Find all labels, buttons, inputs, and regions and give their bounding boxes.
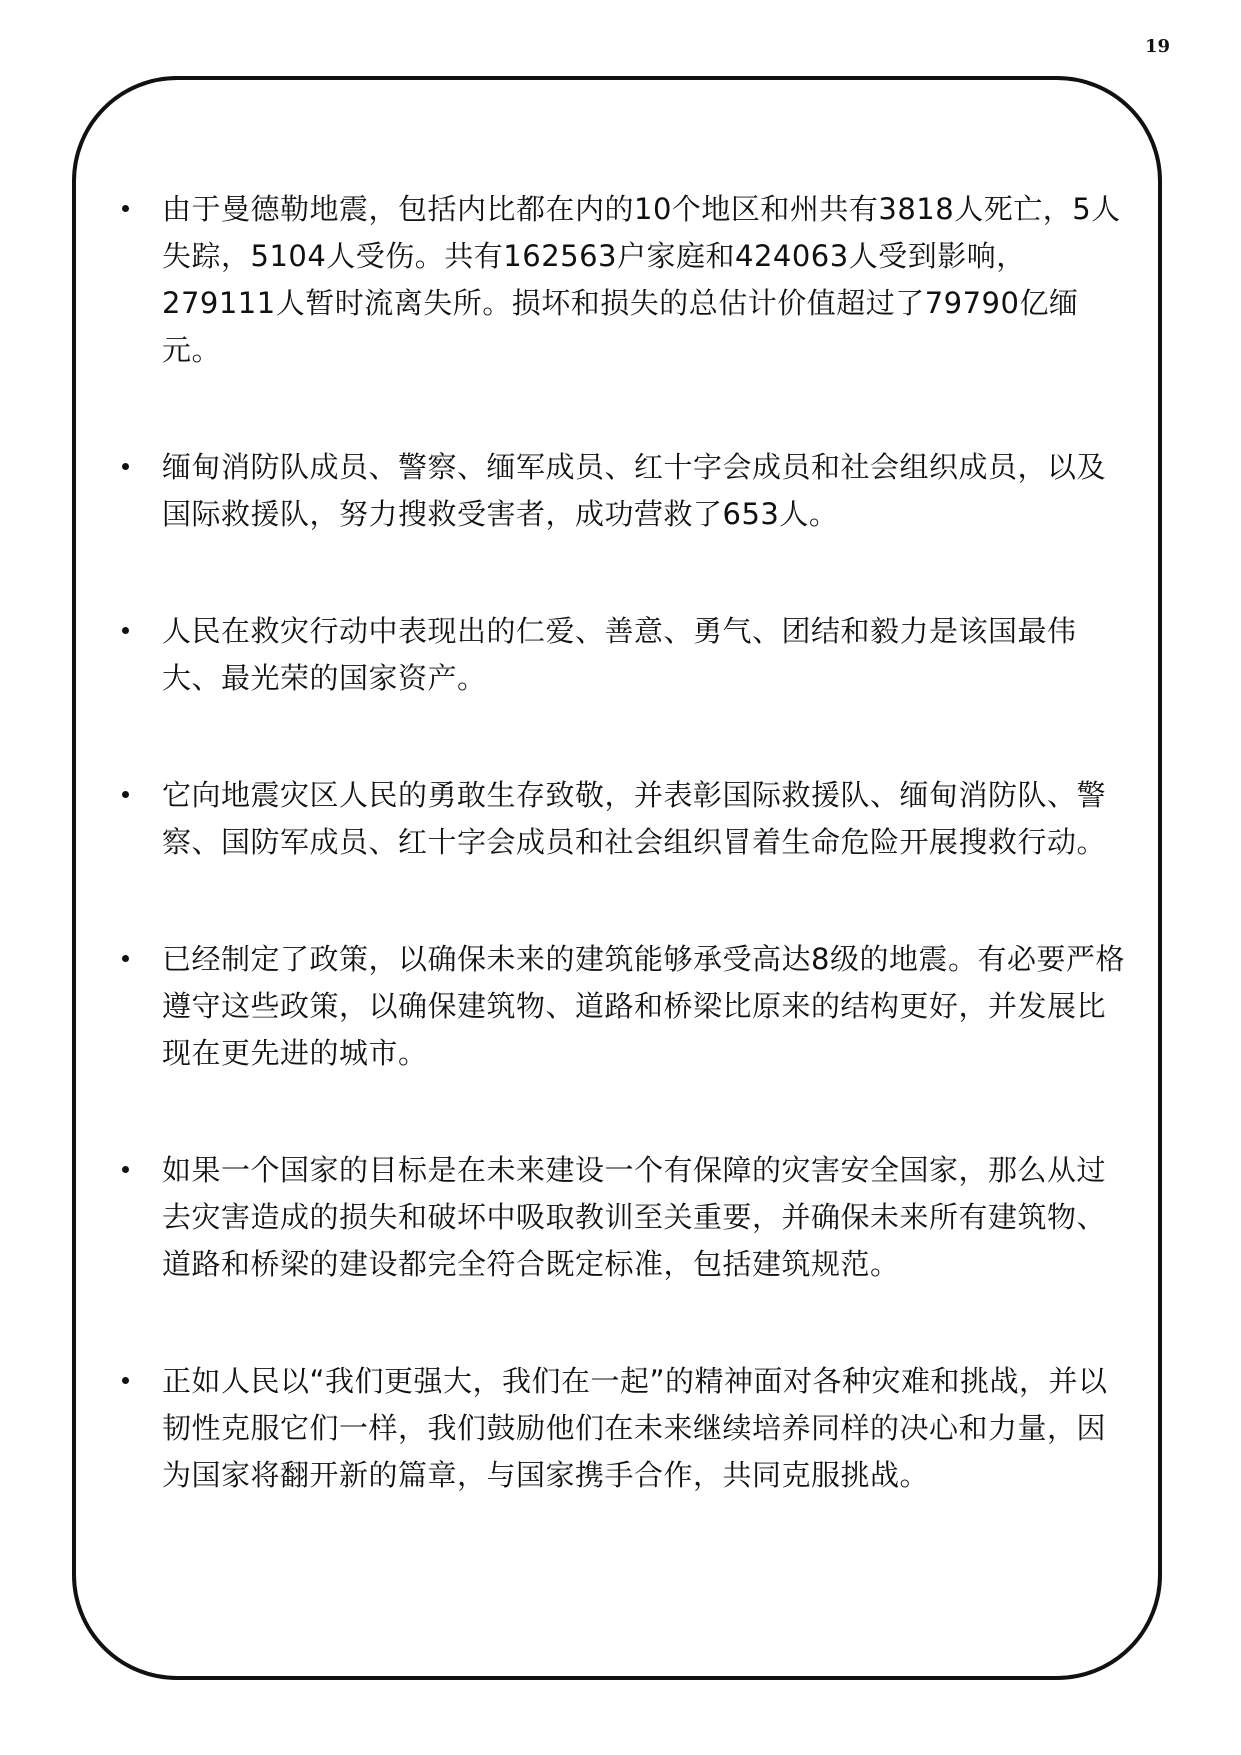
bullet-dot-icon: [122, 1166, 129, 1173]
bullet-item-rescue: [120, 444, 1132, 538]
bullet-dot-icon: [122, 1377, 129, 1384]
bullet-text: 已经制定了政策，以确保未来的建筑能够承受高达8级的地震。有必要严格遵守这些政策，以确保建筑物、道路和桥梁比原来的结构更好，并发展比现在更先进的城市。: [162, 942, 1125, 1070]
bullet-item-national-asset: [120, 608, 1132, 702]
bullet-text: 它向地震灾区人民的勇敢生存致敬，并表彰国际救援队、缅甸消防队、警察、国防军成员、红十字会成员和社会组织冒着生命危险开展搜救行动。: [162, 778, 1107, 859]
bullet-text: 缅甸消防队成员、警察、缅军成员、红十字会成员和社会组织成员，以及国际救援队，努力搜救受害者，成功营救了653人。: [162, 450, 1107, 531]
bullet-item-casualties: [120, 186, 1132, 374]
page-number: 19: [1144, 36, 1170, 57]
bullet-dot-icon: [122, 791, 129, 798]
bullet-item-lessons: [120, 1147, 1132, 1288]
bullet-dot-icon: [122, 627, 129, 634]
bullet-item-building-policy: [120, 936, 1132, 1077]
bullet-text: 正如人民以“我们更强大，我们在一起”的精神面对各种灾难和挑战，并以韧性克服它们一样，我们鼓励他们在未来继续培养同样的决心和力量，因为国家将翻开新的篇章，与国家携手合作，共同克服挑战。: [162, 1364, 1108, 1492]
bullet-text: 人民在救灾行动中表现出的仁爱、善意、勇气、团结和毅力是该国最伟大、最光荣的国家资产。: [162, 614, 1077, 695]
bullet-dot-icon: [122, 955, 129, 962]
bullet-text: 由于曼德勒地震，包括内比都在内的10个地区和州共有3818人死亡，5人失踪，5104人受伤。共有162563户家庭和424063人受到影响，279111人暂时流离失所。损坏和损失的总估计价值超过了79790亿缅元。: [162, 192, 1121, 367]
bullet-list: [120, 186, 1132, 1569]
bullet-text: 如果一个国家的目标是在未来建设一个有保障的灾害安全国家，那么从过去灾害造成的损失和破坏中吸取教训至关重要，并确保未来所有建筑物、道路和桥梁的建设都完全符合既定标准，包括建筑规范。: [162, 1153, 1107, 1281]
bullet-dot-icon: [122, 463, 129, 470]
bullet-item-tribute: [120, 772, 1132, 866]
bullet-dot-icon: [122, 205, 129, 212]
bullet-item-resilience: [120, 1358, 1132, 1499]
